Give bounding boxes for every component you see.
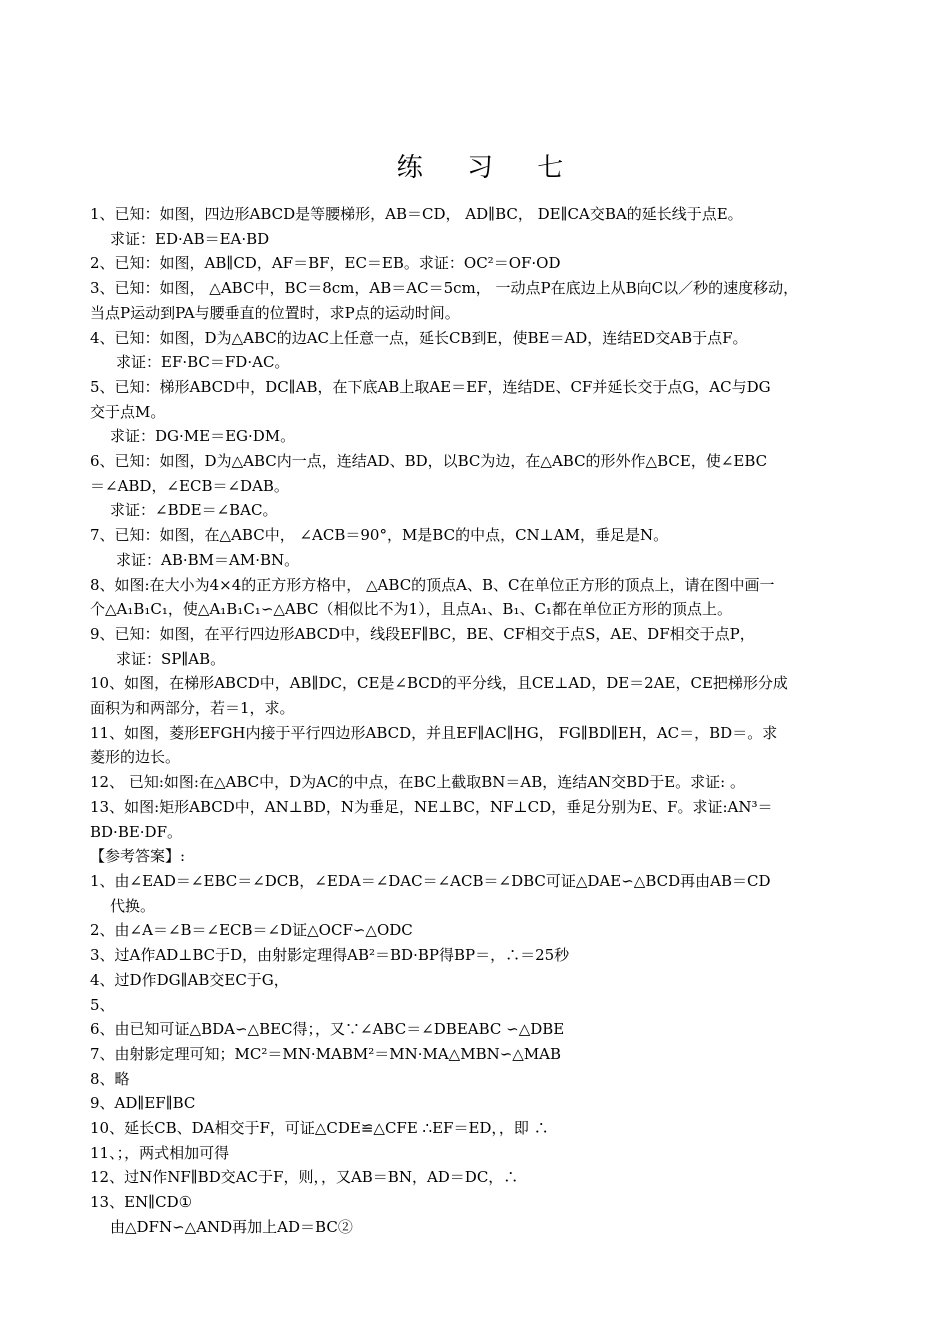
- text-line: 3、过A作AD⊥BC于D，由射影定理得AB²＝BD·BP得BP＝，∴＝25秒: [90, 946, 570, 965]
- page-title: 练 习 七: [396, 153, 582, 183]
- text-line: 12、过N作NF∥BD交AC于F，则，，又AB＝BN，AD＝DC，∴: [90, 1168, 519, 1187]
- text-line: 1、已知：如图，四边形ABCD是等腰梯形，AB＝CD， AD∥BC， DE∥CA交BA的延长线于点E。: [90, 205, 743, 223]
- text-line: 6、已知：如图，D为△ABC内一点，连结AD、BD，以BC为边，在△ABC的形外作△BCE，使∠EBC: [90, 452, 768, 471]
- text-line: 8、略: [90, 1069, 130, 1088]
- text-line: 由△DFN∽△AND再加上AD＝BC②: [110, 1217, 353, 1236]
- document-page: [90, 150, 870, 1240]
- text-line: 菱形的边长。: [90, 748, 181, 767]
- text-line: 【参考答案】:: [90, 847, 186, 866]
- text-line: 6、由已知可证△BDA∽△BEC得；，又∵∠ABC＝∠DBEABC ∽△DBE: [90, 1020, 565, 1039]
- text-line: 求证：SP∥AB。: [116, 649, 226, 668]
- text-line: 当点P运动到PA与腰垂直的位置时，求P点的运动时间。: [90, 303, 460, 322]
- text-line: 求证：∠BDE＝∠BAC。: [110, 501, 278, 520]
- text-line: 5、已知：梯形ABCD中，DC∥AB，在下底AB上取AE＝EF，连结DE、CF并延长交于点G，AC与DG: [90, 377, 771, 396]
- text-line: 4、已知：如图，D为△ABC的边AC上任意一点，延长CB到E，使BE＝AD，连结ED交AB于点F。: [90, 328, 748, 347]
- document-body: [90, 202, 870, 1240]
- text-line: 10、延长CB、DA相交于F，可证△CDE≌△CFE ∴EF＝ED，，即 ∴: [90, 1119, 549, 1138]
- text-line: 3、已知：如图， △ABC中，BC＝8cm，AB＝AC＝5cm， 一动点P在底边上从B向C以／秒的速度移动，: [90, 279, 799, 298]
- text-line: ＝∠ABD，∠ECB＝∠DAB。: [90, 476, 289, 495]
- text-line: 2、已知：如图，AB∥CD，AF＝BF，EC＝EB。求证：OC²＝OF·OD: [90, 254, 561, 273]
- text-line: 求证：DG·ME＝EG·DM。: [110, 427, 296, 446]
- text-line: 交于点M。: [90, 402, 166, 421]
- text-line: 1、由∠EAD＝∠EBC＝∠DCB，∠EDA＝∠DAC＝∠ACB＝∠DBC可证△DAE∽△BCD再由AB＝CD: [90, 871, 771, 890]
- text-line: 9、AD∥EF∥BC: [90, 1094, 196, 1113]
- text-line: 2、由∠A＝∠B＝∠ECB＝∠D证△OCF∽△ODC: [90, 921, 413, 940]
- text-line: 11、如图，菱形EFGH内接于平行四边形ABCD，并且EF∥AC∥HG， FG∥BD∥EH，AC＝，BD＝。求: [90, 723, 778, 742]
- text-line: 7、由射影定理可知；MC²＝MN·MABM²＝MN·MA△MBN∽△MAB: [90, 1044, 562, 1063]
- text-line: 8、如图:在大小为4×4的正方形方格中， △ABC的顶点A、B、C在单位正方形的顶点上，请在图中画一: [90, 575, 775, 594]
- text-line: 9、已知：如图，在平行四边形ABCD中，线段EF∥BC，BE、CF相交于点S，AE、DF相交于点P，: [90, 624, 755, 643]
- text-line: 12、 已知:如图:在△ABC中，D为AC的中点，在BC上截取BN＝AB，连结AN交BD于E。求证: 。: [90, 773, 746, 792]
- text-line: 个△A₁B₁C₁，使△A₁B₁C₁∽△ABC（相似比不为1），且点A₁、B₁、C₁都在单位正方形的顶点上。: [90, 600, 732, 619]
- text-line: 求证：AB·BM＝AM·BN。: [116, 550, 300, 569]
- text-line: 4、过D作DG∥AB交EC于G，: [90, 970, 289, 989]
- text-line: 11、；，两式相加可得: [90, 1143, 230, 1162]
- text-line: 代换。: [110, 896, 156, 915]
- text-line: 13、EN∥CD①: [90, 1193, 193, 1212]
- text-line: 13、如图:矩形ABCD中，AN⊥BD，N为垂足，NE⊥BC，NF⊥CD，垂足分别为E、F。求证:AN³＝: [90, 797, 773, 816]
- text-line: 10、如图，在梯形ABCD中，AB∥DC，CE是∠BCD的平分线，且CE⊥AD，DE＝2AE，CE把梯形分成: [90, 674, 788, 693]
- text-line: 求证：ED·AB＝EA·BD: [110, 229, 270, 248]
- text-line: BD·BE·DF。: [90, 822, 182, 841]
- text-line: 求证：EF·BC＝FD·AC。: [116, 353, 290, 372]
- text-line: 5、: [90, 995, 115, 1014]
- text-line: 7、已知：如图，在△ABC中， ∠ACB＝90°，M是BC的中点，CN⊥AM，垂足是N。: [90, 526, 669, 545]
- text-line: 面积为和两部分，若＝1，求。: [90, 699, 295, 718]
